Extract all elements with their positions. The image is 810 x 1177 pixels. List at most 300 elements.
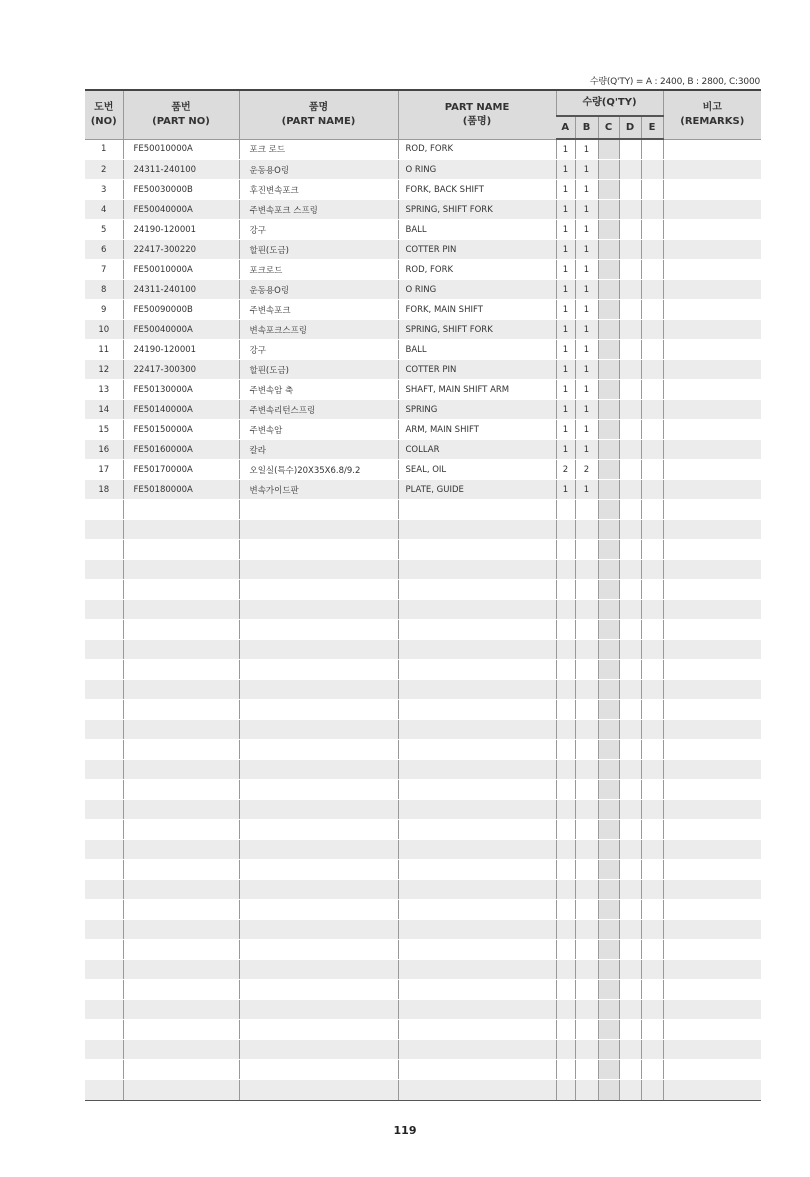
qty-d (619, 900, 641, 920)
qty-a (556, 980, 575, 1000)
part-number (123, 780, 239, 800)
qty-d (619, 360, 641, 380)
remarks (663, 580, 761, 600)
table-row (85, 1060, 761, 1080)
part-number (123, 1020, 239, 1040)
qty-b: 1 (575, 280, 598, 300)
row-number (85, 820, 123, 840)
part-number (123, 640, 239, 660)
row-number (85, 1080, 123, 1101)
header-no: 도번 (NO) (85, 90, 123, 139)
part-number (123, 620, 239, 640)
row-number (85, 880, 123, 900)
qty-c (598, 300, 619, 320)
qty-c (598, 440, 619, 460)
qty-c (598, 480, 619, 500)
qty-b: 1 (575, 480, 598, 500)
qty-d (619, 960, 641, 980)
qty-a (556, 840, 575, 860)
part-name-english (398, 660, 556, 680)
qty-c (598, 960, 619, 980)
qty-b (575, 980, 598, 1000)
remarks (663, 560, 761, 580)
qty-c (598, 920, 619, 940)
row-number (85, 620, 123, 640)
qty-b (575, 700, 598, 720)
row-number: 3 (85, 180, 123, 200)
row-number: 11 (85, 340, 123, 360)
qty-d (619, 280, 641, 300)
qty-a: 1 (556, 220, 575, 240)
qty-a (556, 860, 575, 880)
qty-d (619, 1000, 641, 1020)
qty-d (619, 640, 641, 660)
qty-a (556, 600, 575, 620)
qty-d (619, 160, 641, 180)
qty-d (619, 540, 641, 560)
remarks (663, 540, 761, 560)
row-number (85, 740, 123, 760)
part-name-english (398, 680, 556, 700)
part-number (123, 560, 239, 580)
qty-b: 1 (575, 200, 598, 220)
qty-a (556, 1080, 575, 1101)
header-part-name-korean: 품명 (PART NAME) (239, 90, 398, 139)
part-name-korean: 변속가이드판 (239, 480, 398, 500)
table-row (85, 520, 761, 540)
part-name-english (398, 740, 556, 760)
qty-e (641, 260, 663, 280)
header-part-name-english: PART NAME (품명) (398, 90, 556, 139)
remarks (663, 460, 761, 480)
part-name-korean: 포크로드 (239, 260, 398, 280)
table-row (85, 340, 761, 360)
part-number (123, 740, 239, 760)
qty-e (641, 480, 663, 500)
part-number (123, 600, 239, 620)
remarks (663, 680, 761, 700)
parts-table (85, 89, 761, 1101)
qty-b: 1 (575, 440, 598, 460)
part-name-korean (239, 520, 398, 540)
qty-d (619, 740, 641, 760)
qty-d (619, 420, 641, 440)
part-name-english: PLATE, GUIDE (398, 480, 556, 500)
qty-e (641, 500, 663, 520)
row-number (85, 780, 123, 800)
row-number (85, 720, 123, 740)
qty-e (641, 1020, 663, 1040)
qty-c (598, 900, 619, 920)
qty-e (641, 1040, 663, 1060)
table-row (85, 540, 761, 560)
remarks (663, 280, 761, 300)
table-row (85, 940, 761, 960)
qty-a: 1 (556, 180, 575, 200)
part-number (123, 880, 239, 900)
part-name-korean: 주변속리턴스프링 (239, 400, 398, 420)
qty-c (598, 680, 619, 700)
table-row (85, 700, 761, 720)
part-number: FE50040000A (123, 200, 239, 220)
qty-d (619, 1020, 641, 1040)
part-number (123, 700, 239, 720)
part-name-korean (239, 960, 398, 980)
part-name-english (398, 1080, 556, 1101)
part-name-korean (239, 620, 398, 640)
part-name-english (398, 920, 556, 940)
qty-d (619, 980, 641, 1000)
qty-e (641, 740, 663, 760)
qty-a (556, 920, 575, 940)
part-number: FE50010000A (123, 139, 239, 160)
qty-a: 1 (556, 320, 575, 340)
qty-d (619, 880, 641, 900)
remarks (663, 220, 761, 240)
qty-c (598, 1080, 619, 1101)
qty-e (641, 200, 663, 220)
table-row (85, 160, 761, 180)
part-name-korean: 운동용O링 (239, 280, 398, 300)
row-number: 4 (85, 200, 123, 220)
qty-e (641, 960, 663, 980)
part-name-english (398, 960, 556, 980)
header-qty-c: C (598, 116, 619, 139)
part-name-english: COLLAR (398, 440, 556, 460)
qty-e (641, 540, 663, 560)
row-number: 15 (85, 420, 123, 440)
qty-a: 1 (556, 360, 575, 380)
row-number: 8 (85, 280, 123, 300)
part-name-english (398, 540, 556, 560)
remarks (663, 480, 761, 500)
remarks (663, 160, 761, 180)
part-name-english (398, 700, 556, 720)
qty-a (556, 940, 575, 960)
qty-c (598, 740, 619, 760)
part-number (123, 540, 239, 560)
part-name-korean (239, 800, 398, 820)
part-name-korean (239, 1080, 398, 1101)
row-number: 6 (85, 240, 123, 260)
table-row (85, 440, 761, 460)
part-number: 22417-300300 (123, 360, 239, 380)
qty-b: 1 (575, 400, 598, 420)
row-number (85, 500, 123, 520)
row-number (85, 540, 123, 560)
qty-c (598, 280, 619, 300)
table-row (85, 1000, 761, 1020)
qty-d (619, 660, 641, 680)
table-row (85, 640, 761, 660)
qty-d (619, 860, 641, 880)
part-name-korean (239, 780, 398, 800)
qty-e (641, 840, 663, 860)
part-name-korean: 강구 (239, 220, 398, 240)
qty-e (641, 940, 663, 960)
qty-d (619, 560, 641, 580)
qty-a (556, 880, 575, 900)
remarks (663, 1060, 761, 1080)
table-row (85, 920, 761, 940)
qty-e (641, 760, 663, 780)
part-number (123, 940, 239, 960)
remarks (663, 880, 761, 900)
qty-b (575, 540, 598, 560)
part-number (123, 800, 239, 820)
qty-e (641, 860, 663, 880)
part-name-english (398, 760, 556, 780)
qty-b (575, 1020, 598, 1040)
qty-b: 2 (575, 460, 598, 480)
remarks (663, 760, 761, 780)
part-number (123, 660, 239, 680)
part-name-korean (239, 920, 398, 940)
part-name-korean (239, 740, 398, 760)
table-row (85, 280, 761, 300)
part-name-korean: 운동용O링 (239, 160, 398, 180)
qty-a (556, 540, 575, 560)
remarks (663, 240, 761, 260)
part-number (123, 920, 239, 940)
table-row (85, 960, 761, 980)
row-number (85, 1000, 123, 1020)
qty-a (556, 620, 575, 640)
qty-e (641, 460, 663, 480)
qty-b (575, 520, 598, 540)
qty-e (641, 520, 663, 540)
part-number: FE50130000A (123, 380, 239, 400)
part-name-english (398, 780, 556, 800)
qty-d (619, 440, 641, 460)
row-number: 12 (85, 360, 123, 380)
qty-c (598, 660, 619, 680)
part-name-korean: 주변속암 축 (239, 380, 398, 400)
remarks (663, 700, 761, 720)
remarks (663, 1020, 761, 1040)
part-name-korean (239, 680, 398, 700)
qty-e (641, 820, 663, 840)
row-number (85, 920, 123, 940)
qty-a (556, 640, 575, 660)
qty-c (598, 580, 619, 600)
part-number (123, 760, 239, 780)
qty-b: 1 (575, 240, 598, 260)
part-name-english: BALL (398, 340, 556, 360)
qty-a (556, 1040, 575, 1060)
remarks (663, 980, 761, 1000)
header-qty-b: B (575, 116, 598, 139)
part-number: FE50140000A (123, 400, 239, 420)
qty-e (641, 420, 663, 440)
table-row (85, 400, 761, 420)
remarks (663, 860, 761, 880)
qty-a (556, 820, 575, 840)
part-name-english (398, 580, 556, 600)
table-row (85, 680, 761, 700)
qty-e (641, 180, 663, 200)
table-row (85, 200, 761, 220)
qty-a: 1 (556, 200, 575, 220)
part-number: 24190-120001 (123, 220, 239, 240)
qty-e (641, 660, 663, 680)
remarks (663, 600, 761, 620)
row-number (85, 660, 123, 680)
remarks (663, 800, 761, 820)
remarks (663, 740, 761, 760)
part-name-korean: 할핀(도금) (239, 240, 398, 260)
part-name-korean: 변속포크스프링 (239, 320, 398, 340)
part-number (123, 860, 239, 880)
row-number (85, 1040, 123, 1060)
qty-a (556, 560, 575, 580)
qty-a (556, 760, 575, 780)
qty-d (619, 460, 641, 480)
qty-a (556, 1020, 575, 1040)
part-name-korean (239, 840, 398, 860)
qty-a (556, 740, 575, 760)
part-name-korean: 주변속포크 스프링 (239, 200, 398, 220)
part-number: 22417-300220 (123, 240, 239, 260)
qty-b: 1 (575, 420, 598, 440)
part-name-korean: 할핀(도금) (239, 360, 398, 380)
qty-d (619, 600, 641, 620)
qty-d (619, 520, 641, 540)
qty-c (598, 980, 619, 1000)
qty-b (575, 1000, 598, 1020)
part-name-english: FORK, BACK SHIFT (398, 180, 556, 200)
qty-d (619, 820, 641, 840)
part-name-english: ROD, FORK (398, 139, 556, 160)
part-name-english (398, 1040, 556, 1060)
qty-e (641, 380, 663, 400)
row-number (85, 900, 123, 920)
qty-c (598, 240, 619, 260)
qty-d (619, 720, 641, 740)
remarks (663, 1080, 761, 1101)
table-row (85, 320, 761, 340)
remarks (663, 320, 761, 340)
row-number: 17 (85, 460, 123, 480)
qty-e (641, 320, 663, 340)
part-name-english (398, 860, 556, 880)
part-number: 24190-120001 (123, 340, 239, 360)
part-number (123, 1080, 239, 1101)
part-name-english: O RING (398, 160, 556, 180)
qty-e (641, 240, 663, 260)
qty-e (641, 980, 663, 1000)
qty-b (575, 900, 598, 920)
qty-b (575, 600, 598, 620)
part-name-korean (239, 980, 398, 1000)
qty-a: 1 (556, 340, 575, 360)
part-name-english: COTTER PIN (398, 240, 556, 260)
qty-c (598, 1060, 619, 1080)
part-name-english: SPRING, SHIFT FORK (398, 320, 556, 340)
remarks (663, 900, 761, 920)
table-row (85, 800, 761, 820)
remarks (663, 940, 761, 960)
qty-c (598, 500, 619, 520)
qty-a: 1 (556, 400, 575, 420)
qty-b: 1 (575, 139, 598, 160)
qty-b (575, 940, 598, 960)
part-name-korean (239, 640, 398, 660)
remarks (663, 300, 761, 320)
row-number (85, 560, 123, 580)
qty-c (598, 640, 619, 660)
qty-a: 1 (556, 440, 575, 460)
qty-b (575, 760, 598, 780)
qty-b (575, 640, 598, 660)
qty-b (575, 860, 598, 880)
remarks (663, 960, 761, 980)
qty-d (619, 920, 641, 940)
table-row (85, 139, 761, 160)
qty-e (641, 640, 663, 660)
part-name-korean (239, 580, 398, 600)
part-name-korean (239, 880, 398, 900)
remarks (663, 500, 761, 520)
qty-b (575, 1080, 598, 1101)
qty-c (598, 560, 619, 580)
qty-b (575, 780, 598, 800)
qty-c (598, 520, 619, 540)
part-number (123, 520, 239, 540)
qty-e (641, 800, 663, 820)
part-name-korean: 주변속포크 (239, 300, 398, 320)
qty-d (619, 1060, 641, 1080)
qty-e (641, 300, 663, 320)
part-name-english (398, 820, 556, 840)
header-qty-e: E (641, 116, 663, 139)
part-name-korean: 포크 로드 (239, 139, 398, 160)
qty-c (598, 600, 619, 620)
qty-c (598, 160, 619, 180)
part-number (123, 580, 239, 600)
qty-a (556, 720, 575, 740)
qty-c (598, 260, 619, 280)
row-number (85, 980, 123, 1000)
part-name-english (398, 880, 556, 900)
remarks (663, 200, 761, 220)
table-row (85, 720, 761, 740)
qty-a: 1 (556, 160, 575, 180)
qty-e (641, 160, 663, 180)
qty-e (641, 680, 663, 700)
qty-e (641, 920, 663, 940)
qty-a (556, 520, 575, 540)
part-name-korean (239, 720, 398, 740)
qty-d (619, 500, 641, 520)
row-number (85, 760, 123, 780)
qty-d (619, 760, 641, 780)
part-name-english: SHAFT, MAIN SHIFT ARM (398, 380, 556, 400)
part-name-english (398, 900, 556, 920)
qty-c (598, 780, 619, 800)
qty-c (598, 540, 619, 560)
row-number: 13 (85, 380, 123, 400)
header-qty-a: A (556, 116, 575, 139)
qty-a (556, 1000, 575, 1020)
qty-b (575, 880, 598, 900)
part-name-english (398, 720, 556, 740)
qty-b (575, 660, 598, 680)
qty-b: 1 (575, 360, 598, 380)
qty-a (556, 800, 575, 820)
qty-d (619, 480, 641, 500)
remarks (663, 640, 761, 660)
